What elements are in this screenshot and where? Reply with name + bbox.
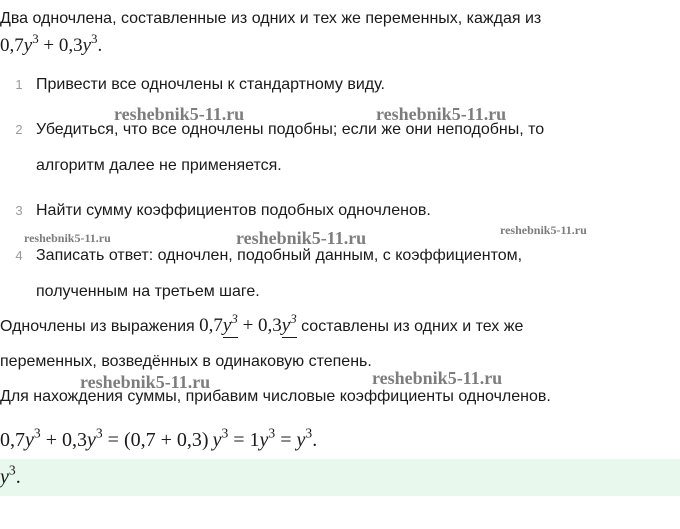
answer-expression	[0, 462, 21, 488]
step-4-text: Записать ответ: одночлен, подобный данным, с коэффициентом,	[36, 247, 523, 264]
intro-var-a: y	[23, 35, 33, 56]
watermark-7: reshebnik5-11.ru	[372, 368, 503, 388]
para1-coef-a: 0,7	[199, 315, 223, 336]
explanation-line-3: Для нахождения суммы, прибавим числовые коэффициенты одночленов.	[0, 388, 551, 405]
answer-exp: 3	[8, 462, 16, 478]
para1-expression	[199, 311, 297, 338]
intro-var-b: y	[82, 35, 92, 56]
para1-coef-b: 0,3	[258, 315, 282, 336]
para1-var-a-underlined: $y^3$	[222, 311, 238, 336]
watermark-4: reshebnik5-11.ru	[236, 228, 367, 248]
answer-var: y	[0, 466, 9, 488]
answer-period: .	[15, 466, 21, 488]
step-3-text: Найти сумму коэффициентов подобных одночленов.	[36, 202, 431, 219]
watermark-6: reshebnik5-11.ru	[80, 372, 211, 392]
intro-coef-a: 0,7	[0, 35, 24, 56]
step-1-text: Привести все одночлены к стандартному виду.	[36, 76, 385, 93]
watermark-2: reshebnik5-11.ru	[376, 104, 507, 124]
step-4-number: 4	[15, 248, 23, 263]
step-2-text-cont: алгоритм далее не применяется.	[36, 157, 282, 174]
step-2-text: Убедиться, что все одночлены подобны; если же они неподобны, то	[36, 121, 545, 138]
step-2-number: 2	[15, 122, 23, 137]
intro-text: Два одночлена, составленные из одних и тех же переменных, каждая из	[0, 10, 542, 27]
para1-after: составлены из одних и тех же	[296, 318, 524, 335]
intro-exp-a: 3	[32, 31, 39, 46]
answer-highlight	[0, 459, 680, 496]
watermark-5: reshebnik5-11.ru	[500, 223, 587, 237]
intro-plus: +	[38, 35, 59, 56]
explanation-line-2: переменных, возведённых в одинаковую степень.	[0, 353, 372, 370]
intro-coef-b: 0,3	[58, 35, 83, 56]
intro-expression	[0, 31, 103, 56]
step-1-number: 1	[15, 77, 23, 92]
explanation-line-1	[0, 311, 524, 337]
para1-before: Одночлены из выражения	[0, 318, 200, 335]
step-4-text-cont: полученным на третьем шаге.	[36, 283, 260, 300]
para1-plus: +	[237, 315, 259, 336]
calculation-expression: $0,7y^3 + 0,3y^3 = (0,7 + 0,3) y^3 = 1y^3 = y^3$.	[0, 425, 318, 451]
watermark-1: reshebnik5-11.ru	[114, 104, 245, 124]
intro-exp-b: 3	[91, 31, 98, 46]
para1-var-b-underlined: $y^3$	[281, 311, 297, 336]
intro-period: .	[97, 35, 103, 56]
step-3-number: 3	[15, 203, 23, 218]
watermark-3: reshebnik5-11.ru	[24, 231, 111, 245]
